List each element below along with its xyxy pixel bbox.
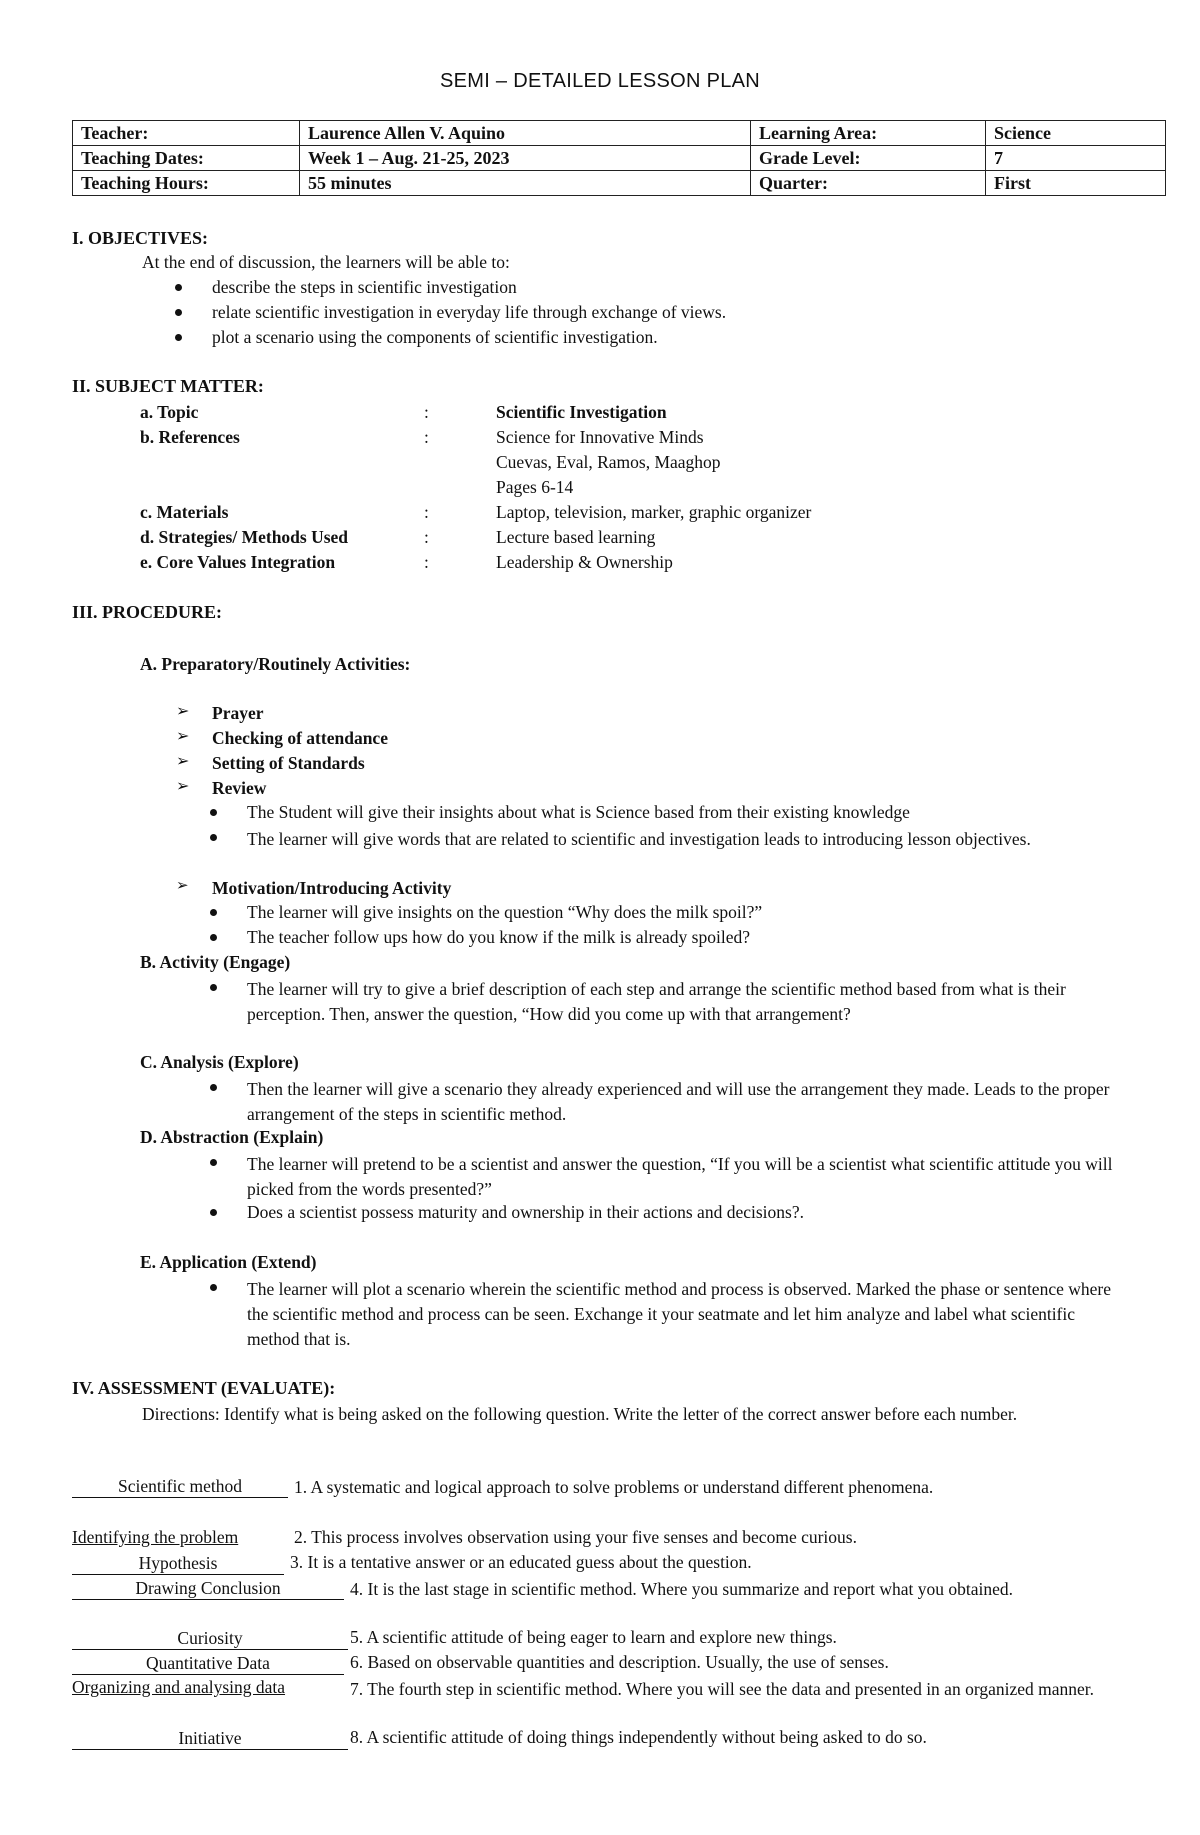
core-values-value: Leadership & Ownership [496,552,673,572]
answer-blank: Curiosity [72,1627,348,1650]
strategies-label: d. Strategies/ Methods Used [140,527,349,547]
routine-item: Review [212,778,267,798]
abstraction-heading: D. Abstraction (Explain) [140,1127,324,1147]
answer-blank: Organizing and analysing data [72,1677,286,1697]
strategies-value: Lecture based learning [496,527,656,547]
grade-level-label: Grade Level: [751,146,986,171]
arrow-bullet-icon: ➢ [176,878,189,894]
references-authors: Cuevas, Eval, Ramos, Maaghop [496,452,721,472]
references-label: b. References [140,427,240,447]
teaching-hours-value: 55 minutes [300,171,751,196]
question-text: 1. A systematic and logical approach to solve problems or understand different phenomena. [294,1477,934,1497]
review-item: The learner will give words that are related to scientific and investigation leads to introducing lesson objectives. [247,829,1031,849]
teaching-dates-value: Week 1 – Aug. 21-25, 2023 [300,146,751,171]
bullet-icon [210,934,217,941]
bullet-icon [175,334,182,341]
review-item: The Student will give their insights about what is Science based from their existing knowledge [247,802,910,822]
bullet-icon [210,1084,217,1091]
question-text: 4. It is the last stage in scientific method. Where you summarize and report what you obtained. [350,1579,1014,1599]
question-text: 7. The fourth step in scientific method. Where you will see the data and presented in an organized manner. [350,1679,1095,1699]
application-heading: E. Application (Extend) [140,1252,317,1272]
bullet-icon [210,809,217,816]
routine-item: Prayer [212,703,264,723]
bullet-icon [175,284,182,291]
teacher-label: Teacher: [73,121,300,146]
references-value: Science for Innovative Minds [496,427,704,447]
separator: : [424,527,429,547]
table-row [73,121,1166,146]
answer-blank: Hypothesis [72,1552,284,1575]
grade-level-value: 7 [986,146,1166,171]
preparatory-heading: A. Preparatory/Routinely Activities: [140,654,411,674]
topic-value: Scientific Investigation [496,402,667,422]
answer-blank: Scientific method [72,1475,288,1498]
bullet-icon [210,984,217,991]
learning-area-label: Learning Area: [751,121,986,146]
objective-item: describe the steps in scientific investigation [212,277,517,297]
separator: : [424,427,429,447]
routine-item: Checking of attendance [212,728,388,748]
materials-label: c. Materials [140,502,229,522]
objective-item: relate scientific investigation in everyday life through exchange of views. [212,302,727,322]
teaching-dates-label: Teaching Dates: [73,146,300,171]
question-text: 5. A scientific attitude of being eager to learn and explore new things. [350,1627,837,1647]
teaching-hours-label: Teaching Hours: [73,171,300,196]
bullet-icon [175,309,182,316]
bullet-icon [210,1209,217,1216]
arrow-bullet-icon: ➢ [176,728,190,745]
core-values-label: e. Core Values Integration [140,552,336,572]
separator: : [424,402,429,422]
bullet-icon [210,1284,217,1291]
assessment-heading: IV. ASSESSMENT (EVALUATE): [72,1378,336,1398]
routine-item: Setting of Standards [212,753,365,773]
answer-blank: Drawing Conclusion [72,1577,344,1600]
learning-area-value: Science [986,121,1166,146]
separator: : [424,552,429,572]
subject-matter-heading: II. SUBJECT MATTER: [72,376,264,396]
activity-heading: B. Activity (Engage) [140,952,291,972]
objective-item: plot a scenario using the components of scientific investigation. [212,327,658,347]
activity-item: The learner will try to give a brief description of each step and arrange the scientific method based from what is their perception. Then, answer the question, “How did you come up with that arrangement? [247,979,1066,1024]
references-pages: Pages 6-14 [496,477,574,497]
bullet-icon [210,1159,217,1166]
question-text: 3. It is a tentative answer or an educated guess about the question. [290,1552,752,1572]
topic-label: a. Topic [140,402,199,422]
arrow-bullet-icon: ➢ [176,753,190,770]
table-row [73,171,1166,196]
answer-blank: Identifying the problem [72,1527,239,1547]
analysis-item: Then the learner will give a scenario they already experienced and will use the arrangement they made. Leads to the proper arrangement of the steps in scientific method. [247,1079,1110,1124]
abstraction-item: The learner will pretend to be a scientist and answer the question, “If you will be a scientist what scientific attitude you will picked from the words presented?” [247,1154,1113,1199]
materials-value: Laptop, television, marker, graphic organizer [496,502,812,522]
application-item: The learner will plot a scenario wherein the scientific method and process is observed. Marked the phase or sentence where the scientific method and process can be seen. Exchange it your seatmate and let him analyze and label what scientific method that is. [247,1279,1111,1349]
motivation-heading: Motivation/Introducing Activity [212,878,452,898]
question-text: 2. This process involves observation using your five senses and become curious. [294,1527,857,1547]
quarter-label: Quarter: [751,171,986,196]
arrow-bullet-icon: ➢ [176,778,190,795]
teacher-value: Laurence Allen V. Aquino [300,121,751,146]
analysis-heading: C. Analysis (Explore) [140,1052,299,1072]
answer-blank: Quantitative Data [72,1652,344,1675]
objectives-heading: I. OBJECTIVES: [72,228,209,248]
separator: : [424,502,429,522]
bullet-icon [210,834,217,841]
objectives-intro: At the end of discussion, the learners will be able to: [142,252,510,272]
info-table [72,120,1166,196]
procedure-heading: III. PROCEDURE: [72,602,223,622]
quarter-value: First [986,171,1166,196]
motivation-item: The teacher follow ups how do you know if the milk is already spoiled? [247,927,751,947]
motivation-item: The learner will give insights on the question “Why does the milk spoil?” [247,902,763,922]
assessment-directions: Directions: Identify what is being asked on the following question. Write the letter of the correct answer before each number. [142,1404,1018,1424]
abstraction-item: Does a scientist possess maturity and ownership in their actions and decisions?. [247,1202,804,1222]
answer-blank: Initiative [72,1727,348,1750]
question-text: 8. A scientific attitude of doing things independently without being asked to do so. [350,1727,927,1747]
table-row [73,146,1166,171]
bullet-icon [210,909,217,916]
arrow-bullet-icon: ➢ [176,703,190,720]
document-title: SEMI – DETAILED LESSON PLAN [439,70,761,92]
question-text: 6. Based on observable quantities and description. Usually, the use of senses. [350,1652,889,1672]
